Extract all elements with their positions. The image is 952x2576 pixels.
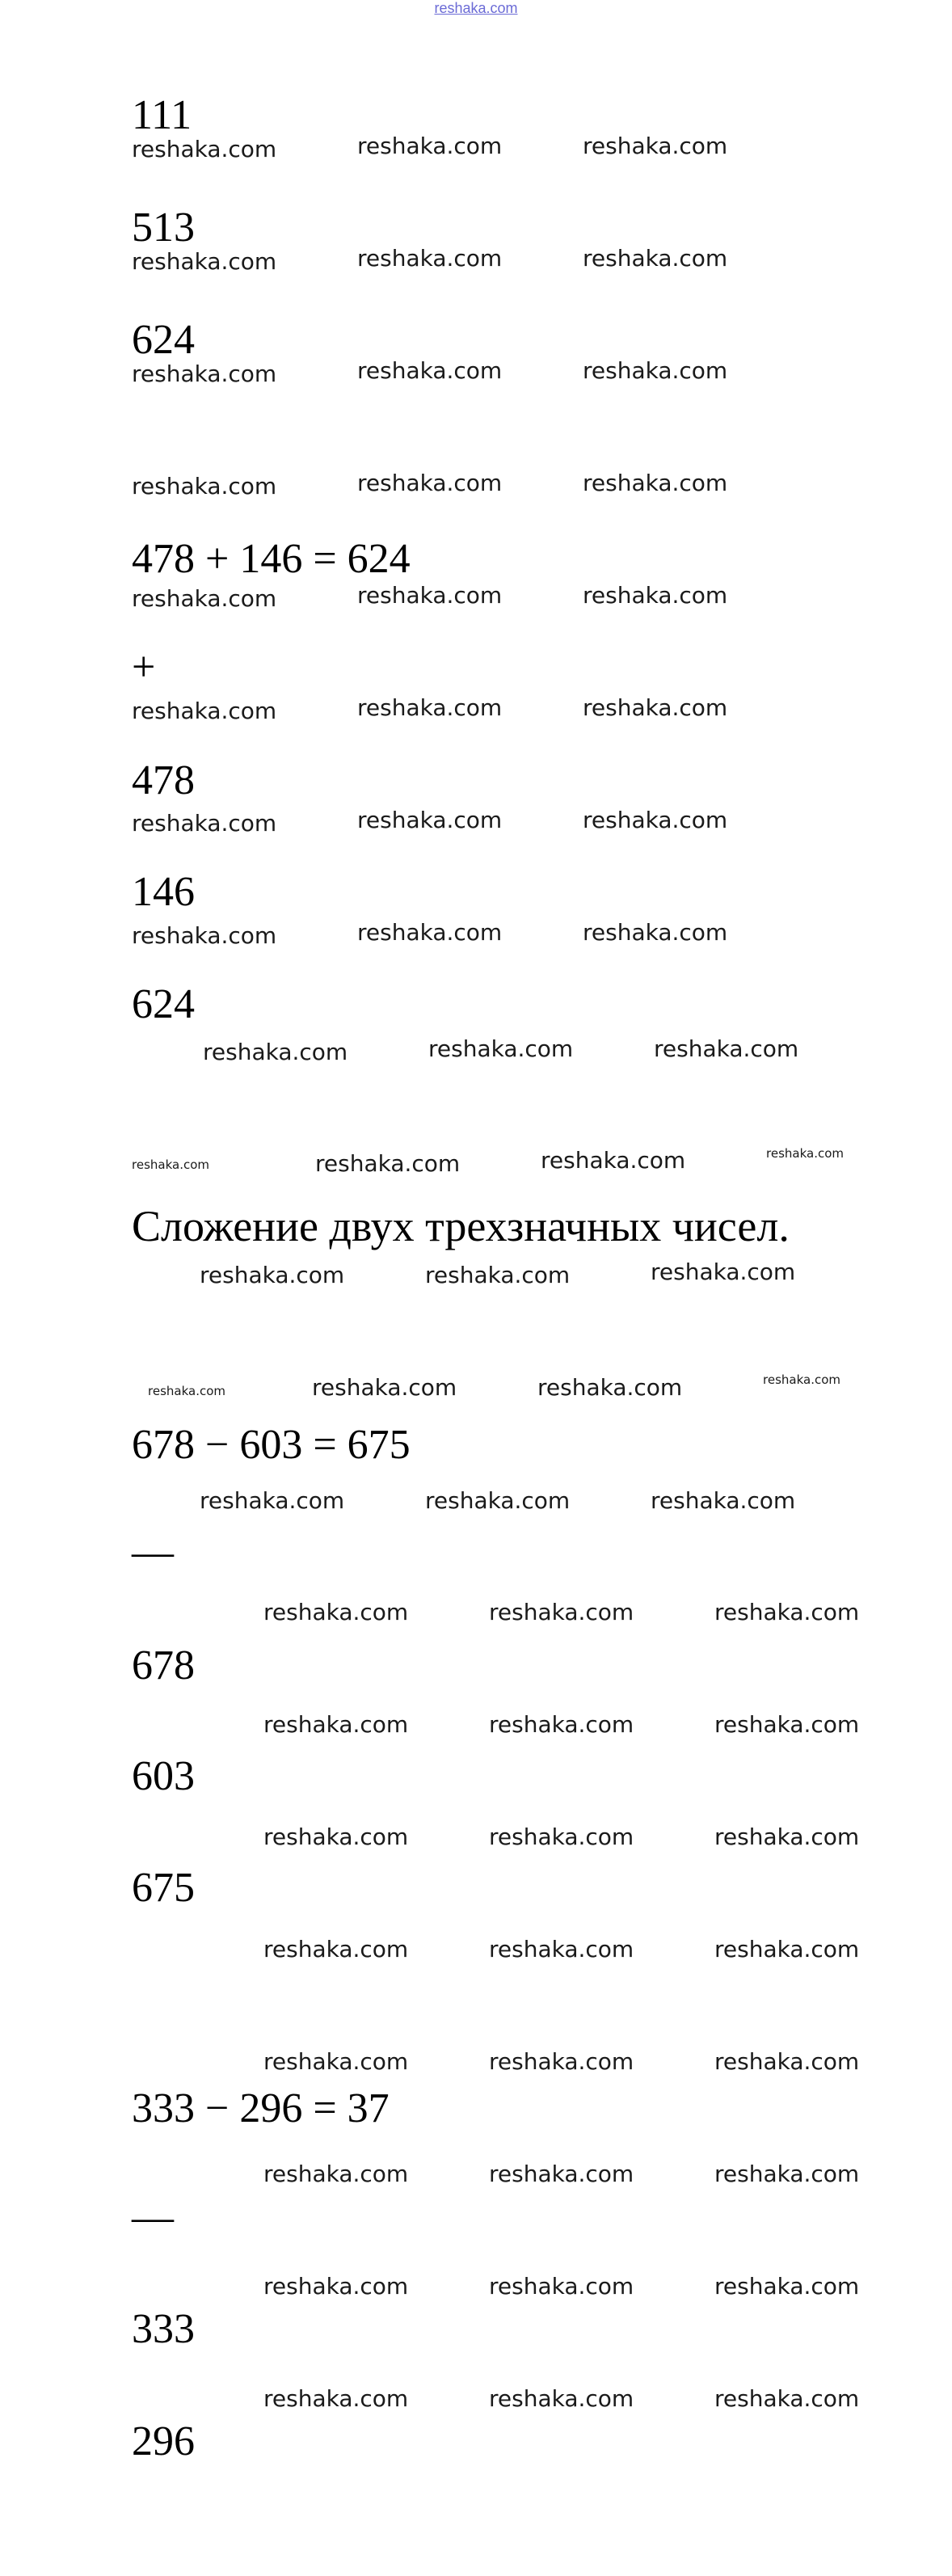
operator-line: +	[132, 644, 156, 690]
watermark: reshaka.com	[714, 1823, 860, 1850]
watermark: reshaka.com	[132, 473, 277, 500]
watermark: reshaka.com	[132, 1157, 209, 1172]
equation-line: 333 − 296 = 37	[132, 2085, 390, 2131]
watermark: reshaka.com	[583, 919, 728, 946]
watermark: reshaka.com	[263, 2161, 409, 2187]
watermark: reshaka.com	[583, 807, 728, 833]
watermark: reshaka.com	[714, 1711, 860, 1738]
watermark: reshaka.com	[263, 1936, 409, 1963]
site-link[interactable]: reshaka.com	[434, 0, 518, 16]
watermark: reshaka.com	[714, 2273, 860, 2300]
number-line: 675	[132, 1865, 195, 1911]
watermark: reshaka.com	[489, 1936, 634, 1963]
watermark: reshaka.com	[132, 136, 277, 162]
watermark: reshaka.com	[428, 1035, 574, 1062]
watermark: reshaka.com	[583, 582, 728, 609]
watermark: reshaka.com	[714, 2048, 860, 2075]
watermark: reshaka.com	[132, 922, 277, 949]
watermark: reshaka.com	[357, 133, 503, 159]
watermark: reshaka.com	[357, 694, 503, 721]
watermark: reshaka.com	[200, 1262, 345, 1288]
watermark: reshaka.com	[263, 1823, 409, 1850]
watermark: reshaka.com	[714, 2161, 860, 2187]
watermark: reshaka.com	[651, 1487, 796, 1514]
watermark: reshaka.com	[132, 360, 277, 387]
section-heading: Сложение двух трехзначных чисел.	[132, 1202, 790, 1250]
watermark: reshaka.com	[148, 1384, 225, 1398]
watermark: reshaka.com	[357, 919, 503, 946]
watermark: reshaka.com	[489, 1711, 634, 1738]
watermark: reshaka.com	[583, 133, 728, 159]
number-line: 624	[132, 981, 195, 1027]
watermark: reshaka.com	[357, 470, 503, 496]
watermark: reshaka.com	[489, 2161, 634, 2187]
watermark: reshaka.com	[714, 1599, 860, 1625]
watermark: reshaka.com	[583, 470, 728, 496]
watermark: reshaka.com	[357, 582, 503, 609]
watermark: reshaka.com	[714, 2385, 860, 2412]
watermark: reshaka.com	[583, 694, 728, 721]
watermark: reshaka.com	[583, 357, 728, 384]
watermark: reshaka.com	[263, 2385, 409, 2412]
watermark: reshaka.com	[263, 1599, 409, 1625]
number-line: 678	[132, 1642, 195, 1689]
watermark: reshaka.com	[263, 2048, 409, 2075]
watermark: reshaka.com	[132, 248, 277, 275]
watermark: reshaka.com	[132, 810, 277, 837]
watermark: reshaka.com	[489, 2385, 634, 2412]
watermark: reshaka.com	[263, 2273, 409, 2300]
watermark: reshaka.com	[489, 2273, 634, 2300]
number-line: 513	[132, 204, 195, 251]
watermark: reshaka.com	[763, 1372, 840, 1387]
number-line: 333	[132, 2306, 195, 2352]
watermark: reshaka.com	[541, 1147, 686, 1174]
watermark: reshaka.com	[263, 1711, 409, 1738]
watermark: reshaka.com	[315, 1150, 461, 1177]
watermark: reshaka.com	[654, 1035, 799, 1062]
number-line: 146	[132, 869, 195, 915]
operator-line: —	[132, 1529, 174, 1575]
watermark: reshaka.com	[312, 1374, 457, 1401]
watermark: reshaka.com	[651, 1258, 796, 1285]
watermark: reshaka.com	[425, 1262, 571, 1288]
watermark: reshaka.com	[714, 1936, 860, 1963]
watermark: reshaka.com	[357, 245, 503, 272]
equation-line: 478 + 146 = 624	[132, 536, 411, 582]
number-line: 296	[132, 2418, 195, 2464]
watermark: reshaka.com	[132, 698, 277, 724]
watermark: reshaka.com	[203, 1039, 348, 1065]
equation-line: 678 − 603 = 675	[132, 1422, 411, 1468]
number-line: 624	[132, 317, 195, 363]
number-line: 478	[132, 757, 195, 803]
operator-line: —	[132, 2194, 174, 2241]
watermark: reshaka.com	[357, 357, 503, 384]
watermark: reshaka.com	[537, 1374, 683, 1401]
number-line: 603	[132, 1753, 195, 1799]
watermark: reshaka.com	[766, 1146, 844, 1161]
watermark: reshaka.com	[425, 1487, 571, 1514]
watermark: reshaka.com	[132, 585, 277, 612]
watermark: reshaka.com	[357, 807, 503, 833]
watermark: reshaka.com	[489, 1599, 634, 1625]
watermark: reshaka.com	[583, 245, 728, 272]
watermark: reshaka.com	[200, 1487, 345, 1514]
watermark: reshaka.com	[489, 2048, 634, 2075]
watermark: reshaka.com	[489, 1823, 634, 1850]
number-line: 111	[132, 92, 192, 138]
